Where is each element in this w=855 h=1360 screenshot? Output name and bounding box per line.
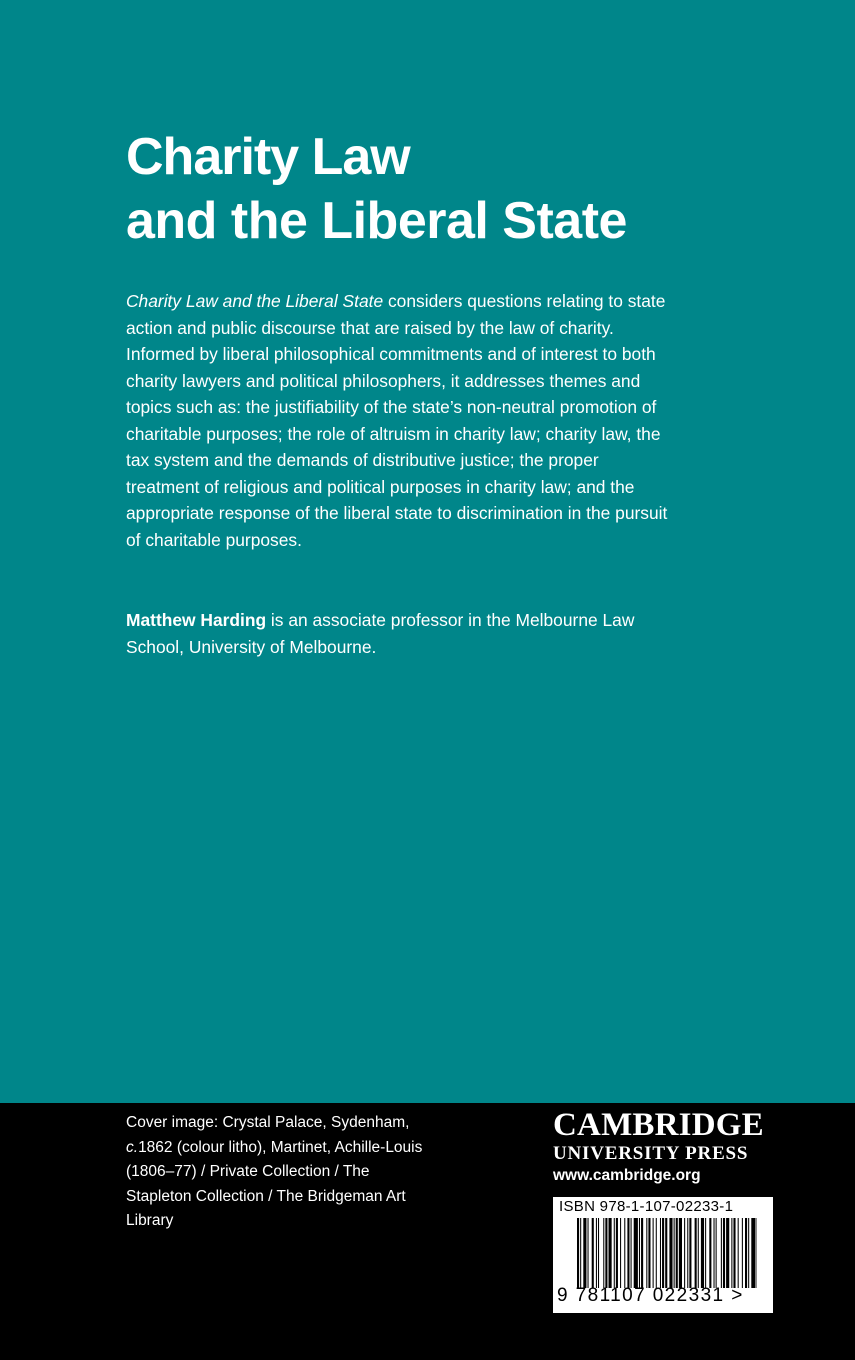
barcode-bar [646,1218,647,1288]
barcode-bar [624,1218,625,1288]
barcode-bar [742,1218,743,1288]
barcode-bar [662,1218,664,1288]
barcode-bar [709,1218,711,1288]
barcode-bar [641,1218,643,1288]
barcode-bar [639,1218,640,1288]
barcode-bar [605,1218,607,1288]
barcode-bars [577,1218,757,1288]
description-book-title: Charity Law and the Liberal State [126,291,384,311]
barcode-bar [689,1218,691,1288]
author-bio [126,607,671,660]
barcode-bar [705,1218,706,1288]
barcode-digits: 9 781107 022331 > [557,1285,744,1306]
barcode-bar [620,1218,621,1288]
credit-circa: c. [126,1138,139,1156]
barcode-bar [674,1218,675,1288]
barcode-bar [577,1218,579,1288]
barcode-bar [726,1218,729,1288]
credit-text-1: Cover image: Crystal Palace, Sydenham, [126,1114,410,1131]
description-text: considers questions relating to state action and public discourse that are raised by the law of charity. Informed by liberal philosophical commitments and of interest to both charity lawyers and political philosophers, it addresses themes and topics such as: the justifiability of the state’s non-neutral promotion of charitable purposes; the role of altruism in charity law; charity law, the tax system and the demands of distributive justice; the proper treatment of religious and political purposes in charity law; and the appropriate response of the liberal state to discrimination in the pursuit of charitable purposes. [126,291,668,550]
barcode-bar [676,1218,678,1288]
barcode-bar [660,1218,661,1288]
barcode-bar [714,1218,715,1288]
barcode-bar [648,1218,650,1288]
barcode-bar [583,1218,586,1288]
author-name: Matthew Harding [126,610,267,630]
cover-image-credit [126,1111,426,1234]
barcode-bar [687,1218,688,1288]
book-description [126,288,671,553]
barcode-bar [679,1218,682,1288]
barcode-bar [665,1218,667,1288]
barcode-bar [738,1218,739,1288]
barcode-bar [701,1218,704,1288]
title-line-2 [126,188,746,254]
barcode-bar [627,1218,629,1288]
title-line-1: Charity Law [126,128,410,186]
author-bio-text: is an associate professor in the Melbourne Law School, University of Melbourne. [126,610,635,657]
barcode-bar [684,1218,685,1288]
barcode-bar [609,1218,612,1288]
barcode-bar [698,1218,699,1288]
barcode-bar [751,1218,755,1288]
barcode-bar [733,1218,735,1288]
barcode-bar [592,1218,594,1288]
barcode-bar [723,1218,725,1288]
barcode-bar [634,1218,638,1288]
barcode-bar [631,1218,632,1288]
barcode-bar [580,1218,581,1288]
barcode-bar [596,1218,597,1288]
publisher-logo [553,1107,783,1188]
publisher-name: CAMBRIDGE [553,1107,764,1143]
barcode-bar [598,1218,599,1288]
barcode-bar [721,1218,722,1288]
barcode-bar [588,1218,589,1288]
barcode-bar [695,1218,697,1288]
publisher-press: UNIVERSITY PRESS [553,1143,749,1164]
barcode-bar [653,1218,654,1288]
barcode-bar [669,1218,672,1288]
barcode-bar [748,1218,749,1288]
isbn-label: ISBN 978-1-107-02233-1 [559,1198,734,1215]
barcode-bar [616,1218,618,1288]
title-line-2-plain: and the [126,192,322,250]
barcode-bar [656,1218,657,1288]
book-title [126,126,746,254]
barcode-bar [745,1218,747,1288]
barcode-bar [731,1218,732,1288]
credit-text-2: 1862 (colour litho), Martinet, Achille-Louis (1806–77) / Private Collection / The Stapleton Collection / The Bridgeman Art Library [126,1138,423,1229]
isbn-barcode [553,1197,773,1313]
publisher-url: www.cambridge.org [553,1167,701,1184]
cover-footer [0,1103,855,1360]
title-line-2-bold: Liberal State [321,192,627,250]
barcode-bar [716,1218,717,1288]
barcode-bar [614,1218,615,1288]
barcode-bar [603,1218,604,1288]
